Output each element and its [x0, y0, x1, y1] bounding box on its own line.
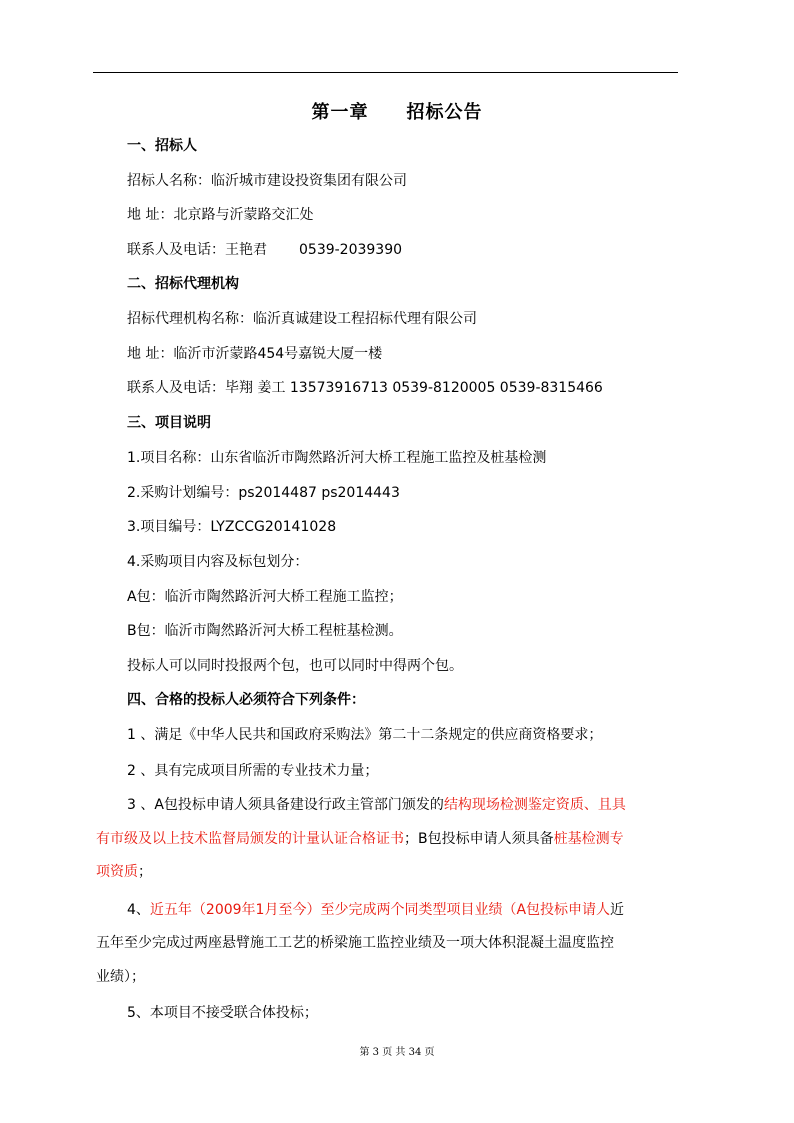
tenderer-contact-phone: 0539-2039390 — [299, 242, 403, 258]
project-item: B包：临沂市陶然路沂河大桥工程桩基检测。 — [127, 623, 403, 639]
requirement-4-line3: 业绩）； — [96, 969, 145, 985]
requirement-4-line2: 五年至少完成过两座悬臂施工工艺的桥梁施工监控业绩及一项大体积混凝土温度监控 — [96, 935, 614, 951]
req3-highlight: 桩基检测专 — [553, 831, 624, 847]
req4-text: 4、 — [127, 902, 150, 918]
header-rule — [93, 72, 678, 73]
tenderer-address: 地 址：北京路与沂蒙路交汇处 — [127, 207, 314, 223]
project-item: 2.采购计划编号：ps2014487 ps2014443 — [127, 485, 400, 501]
section1-heading: 一、招标人 — [127, 138, 197, 154]
page-footer: 第 3 页 共 34 页 — [359, 1047, 435, 1058]
requirement-3-line3 — [96, 862, 706, 882]
project-item: A包：临沂市陶然路沂河大桥工程施工监控； — [127, 589, 403, 605]
requirement-1: 1 、满足《中华人民共和国政府采购法》第二十二条规定的供应商资格要求； — [127, 727, 603, 743]
section3-heading: 三、项目说明 — [127, 415, 211, 431]
section2-heading: 二、招标代理机构 — [127, 276, 239, 292]
agency-name: 招标代理机构名称：临沂真诚建设工程招标代理有限公司 — [127, 311, 477, 327]
chapter-name: 招标公告 — [406, 102, 483, 123]
tenderer-contact-label: 联系人及电话：王艳君 — [127, 242, 267, 258]
requirement-2: 2 、具有完成项目所需的专业技术力量； — [127, 763, 379, 779]
req3-highlight: 项资质 — [96, 864, 138, 880]
requirement-4-line1 — [127, 900, 624, 920]
requirement-3-line1 — [127, 795, 626, 815]
req3-highlight: 结构现场检测鉴定资质、且具 — [443, 797, 626, 813]
req3-text: 3 、A包投标申请人须具备建设行政主管部门颁发的 — [127, 797, 444, 813]
req4-text: 近 — [610, 902, 625, 918]
project-item: 3.项目编号：LYZCCG20141028 — [127, 519, 337, 535]
agency-contact: 联系人及电话：毕翔 姜工 13573916713 0539-8120005 0539-8315466 — [127, 380, 603, 396]
req3-text: ；B包投标申请人须具备 — [404, 831, 554, 847]
project-item: 投标人可以同时投报两个包，也可以同时中得两个包。 — [127, 658, 463, 674]
requirement-3-line2 — [96, 829, 706, 849]
requirement-5: 5、本项目不接受联合体投标； — [127, 1005, 318, 1021]
tenderer-name: 招标人名称：临沂城市建设投资集团有限公司 — [127, 173, 407, 189]
req4-highlight: 近五年（2009年1月至今）至少完成两个同类型项目业绩（A包投标申请人 — [149, 902, 611, 918]
chapter-title — [0, 98, 794, 124]
project-item: 1.项目名称：山东省临沂市陶然路沂河大桥工程施工监控及桩基检测 — [127, 450, 547, 466]
req3-text: ； — [138, 864, 152, 880]
req3-highlight: 有市级及以上技术监督局颁发的计量认证合格证书 — [96, 831, 404, 847]
chapter-number: 第一章 — [311, 102, 369, 123]
agency-address: 地 址：临沂市沂蒙路454号嘉锐大厦一楼 — [127, 346, 383, 362]
section4-heading: 四、合格的投标人必须符合下列条件： — [127, 692, 365, 708]
project-item: 4.采购项目内容及标包划分： — [127, 554, 309, 570]
tenderer-contact — [127, 240, 402, 260]
